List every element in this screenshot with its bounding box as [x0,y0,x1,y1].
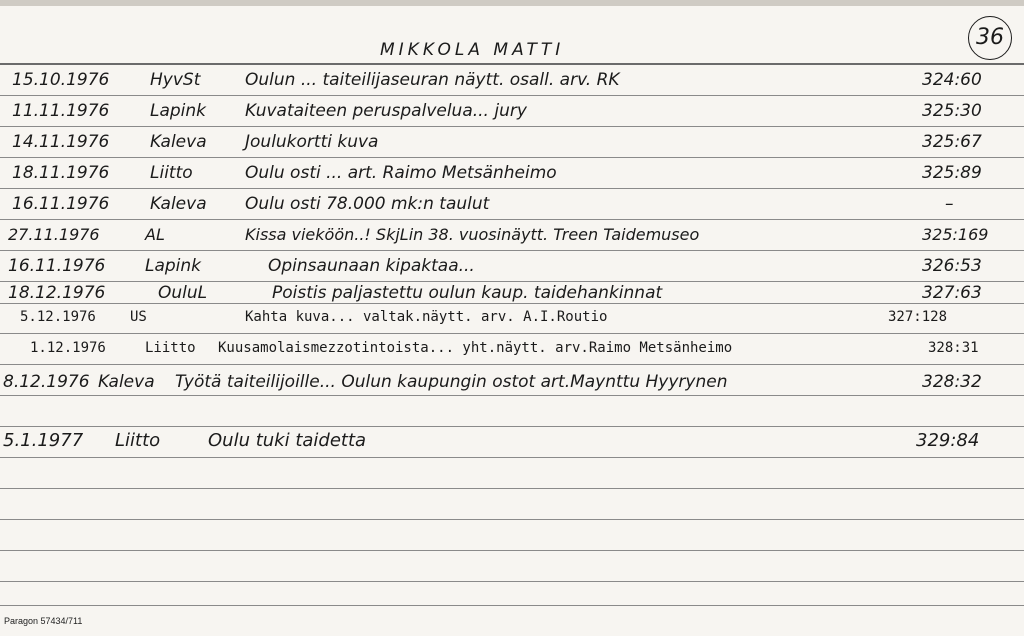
entry-date: 18.12.1976 [8,283,106,303]
card-footer: Paragon 57434/711 [4,616,83,626]
entry-ref: 326:53 [922,256,982,276]
ruled-line [0,250,1024,251]
entry-source: Kaleva [150,194,207,214]
ruled-line [0,395,1024,396]
entry-ref: 327:128 [888,309,948,325]
entry-text: Kissa vieköön..! SkjLin 38. vuosinäytt. Treen Taidemuseo [245,225,700,244]
entry-ref: 325:67 [922,132,982,152]
header-rule [0,63,1024,65]
ruled-line [0,333,1024,334]
entry-text: Oulu osti 78.000 mk:n taulut [245,194,490,214]
entry-source: AL [145,225,165,244]
entry-ref: 325:89 [922,163,982,183]
entry-date: 5.12.1976 [20,309,96,325]
entry-source: US [130,309,147,325]
ruled-line [0,519,1024,520]
entry-text: Kahta kuva... valtak.näytt. arv. A.I.Routio [245,309,608,325]
ruled-line [0,188,1024,189]
ruled-line [0,303,1024,304]
entry-text: Työtä taiteilijoille... Oulun kaupungin ostot art.Maynttu Hyyrynen [175,372,728,392]
card-top-edge [0,0,1024,6]
entry-text: Oulu osti ... art. Raimo Metsänheimo [245,163,557,183]
entry-ref: 329:84 [916,430,980,451]
entry-source: Liitto [145,340,196,356]
ruled-line [0,550,1024,551]
entry-date: 14.11.1976 [12,132,110,152]
entry-date: 8.12.1976 [3,372,90,392]
ruled-line [0,126,1024,127]
entry-date: 16.11.1976 [12,194,110,214]
entry-date: 15.10.1976 [12,70,110,90]
entry-text: Oulun ... taiteilijaseuran näytt. osall. arv. RK [245,70,620,90]
entry-source: Kaleva [98,372,155,392]
entry-ref: 324:60 [922,70,982,90]
ruled-line [0,581,1024,582]
entry-date: 1.12.1976 [30,340,106,356]
entry-ref: 328:31 [928,340,979,356]
entry-date: 5.1.1977 [3,430,84,451]
entry-text: Kuusamolaismezzotintoista... yht.näytt. arv.Raimo Metsänheimo [218,340,733,356]
ruled-line [0,364,1024,365]
entry-ref: 325:169 [922,225,989,244]
entry-source: OuluL [158,283,208,303]
entry-text: Kuvataiteen peruspalvelua... jury [245,101,527,121]
entry-source: Liitto [115,430,161,451]
entry-ref: 327:63 [922,283,982,303]
ruled-line [0,605,1024,606]
entry-date: 18.11.1976 [12,163,110,183]
entry-ref: – [945,194,954,214]
card-title: MIKKOLA MATTI [380,40,565,60]
entry-text: Oulu tuki taidetta [208,430,367,451]
entry-text: Joulukortti kuva [245,132,379,152]
entry-source: Lapink [145,256,202,276]
ruled-line [0,281,1024,282]
ruled-line [0,426,1024,427]
card-number-circle: 36 [968,16,1012,60]
entry-source: Lapink [150,101,207,121]
entry-source: Liitto [150,163,193,183]
ruled-line [0,488,1024,489]
entry-date: 11.11.1976 [12,101,110,121]
ruled-line [0,95,1024,96]
entry-date: 16.11.1976 [8,256,106,276]
entry-ref: 325:30 [922,101,982,121]
entry-source: Kaleva [150,132,207,152]
entry-text: Poistis paljastettu oulun kaup. taidehankinnat [272,283,663,303]
entry-text: Opinsaunaan kipaktaa... [268,256,475,276]
entry-date: 27.11.1976 [8,225,100,244]
ruled-line [0,457,1024,458]
entry-source: HyvSt [150,70,201,90]
ruled-line [0,219,1024,220]
ruled-line [0,157,1024,158]
entry-ref: 328:32 [922,372,982,392]
